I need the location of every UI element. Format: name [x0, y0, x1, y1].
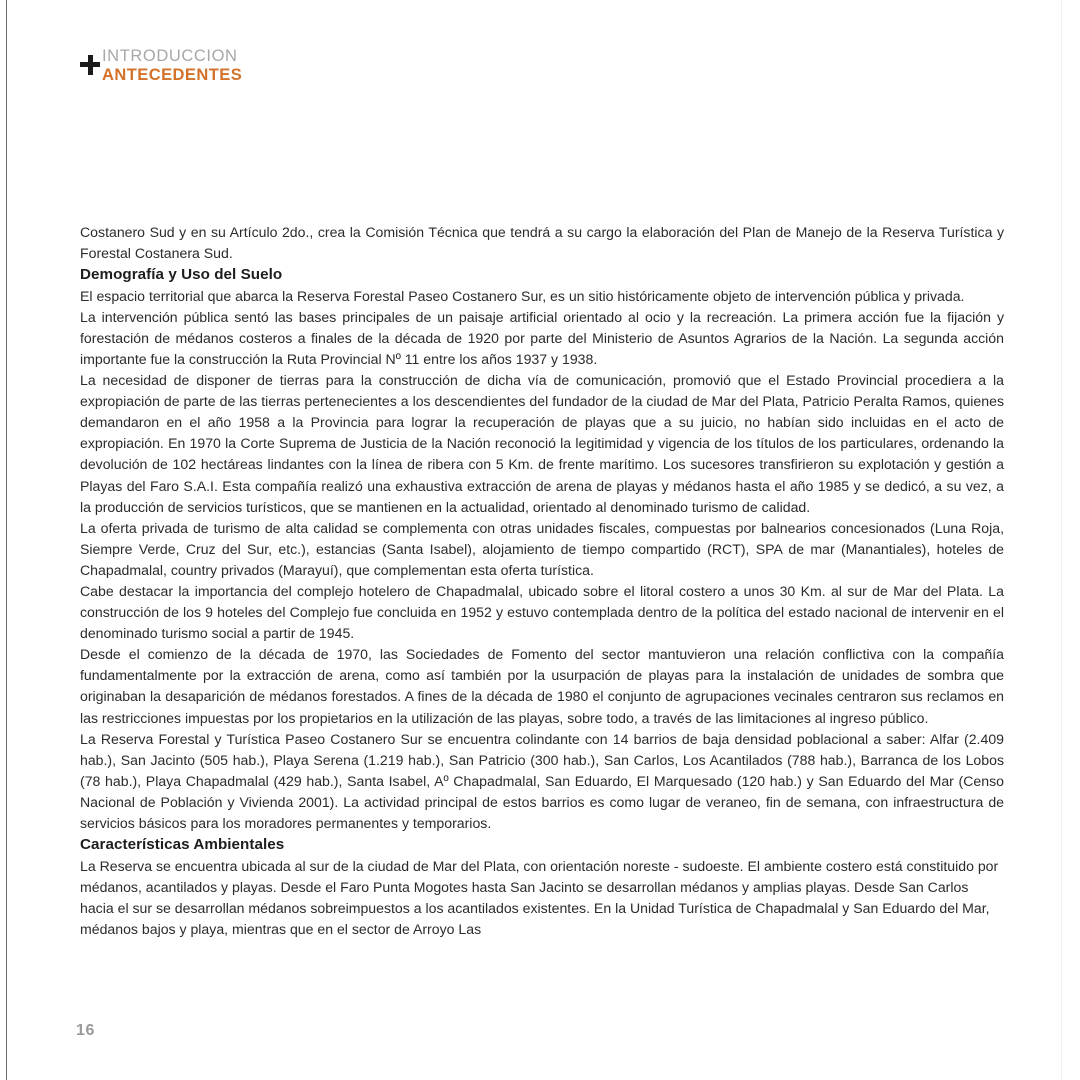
section-subheading: Características Ambientales	[80, 836, 285, 854]
body-paragraph: Costanero Sud y en su Artículo 2do., crea la Comisión Técnica que tendrá a su cargo la elaboración del Plan de Manejo de la Reserva Turística y Forestal Costanera Sud.	[80, 224, 1004, 262]
page-left-rule	[6, 0, 7, 1080]
body-paragraph: Desde el comienzo de la década de 1970, las Sociedades de Fomento del sector mantuvieron una relación conflictiva con la compañía fundamentalmente por la extracción de arena, como así también por la usurpación de playas para la instalación de unidades de sombra que originaban la desaparición de médanos forestados. A fines de la década de 1980 el conjunto de agrupaciones vecinales centraron sus reclamos en las restricciones impuestas por los propietarios en la utilización de las playas, sobre todo, a través de las limitaciones al ingreso público.	[80, 646, 1004, 726]
running-head-section-label: INTRODUCCION	[102, 47, 238, 65]
plus-icon	[80, 55, 100, 75]
body-paragraph: La intervención pública sentó las bases principales de un paisaje artificial orientado al ocio y la recreación. La primera acción fue la fijación y forestación de médanos costeros a finales de la década de 1920 por parte del Ministerio de Asuntos Agrarios de la Nación. La segunda acción importante fue la construcción la Ruta Provincial Nº 11 entre los años 1937 y 1938.	[80, 308, 1004, 367]
body-paragraph: La Reserva se encuentra ubicada al sur de la ciudad de Mar del Plata, con orientación noreste - sudoeste. El ambiente costero está constituido por médanos, acantilados y playas. Desde el Faro Punta Mogotes hasta San Jacinto se desarrollan médanos y amplias playas. Desde San Carlos hacia el sur se desarrollan médanos sobreimpuestos a los acantilados existentes. En la Unidad Turística de Chapadmalal y San Eduardo del Mar, médanos bajos y playa, mientras que en el sector de Arroyo Las	[80, 857, 999, 937]
running-head-subsection-label: ANTECEDENTES	[102, 65, 243, 84]
body-paragraph: El espacio territorial que abarca la Reserva Forestal Paseo Costanero Sur, es un sitio históricamente objeto de intervención pública y privada.	[80, 287, 965, 304]
section-subheading: Demografía y Uso del Suelo	[80, 266, 283, 284]
body-paragraph: La Reserva Forestal y Turística Paseo Costanero Sur se encuentra colindante con 14 barrios de baja densidad poblacional a saber: Alfar (2.409 hab.), San Jacinto (505 hab.), Playa Serena (1.219 hab.), San Patricio (300 hab.), San Carlos, Los Acantilados (788 hab.), Barranca de los Lobos (78 hab.), Playa Chapadmalal (429 hab.), Santa Isabel, Aº Chapadmalal, San Eduardo, El Marquesado (120 hab.) y San Eduardo del Mar (Censo Nacional de Población y Vivienda 2001). La actividad principal de estos barrios es como lugar de veraneo, fin de semana, con infraestructura de servicios básicos para los moradores permanentes y temporarios.	[80, 730, 1004, 832]
running-head-labels	[102, 48, 242, 84]
body-paragraph: La necesidad de disponer de tierras para la construcción de dicha vía de comunicación, promovió que el Estado Provincial procediera a la expropiación de parte de las tierras pertenecientes a los descendientes del fundador de la ciudad de Mar del Plata, Patricio Peralta Ramos, quienes demandaron en el año 1958 a la Provincia para lograr la recuperación de playas que a su juicio, no habían sido incluidas en el acto de expropiación. En 1970 la Corte Suprema de Justicia de la Nación reconoció la legitimidad y vigencia de los títulos de los particulares, ordenando la devolución de 102 hectáreas lindantes con la línea de ribera con 5 Km. de frente marítimo. Los sucesores transfirieron su explotación y gestión a Playas del Faro S.A.I. Esta compañía realizó una exhaustiva extracción de arena de playas y médanos hasta el año 1985 y se dedicó, a su vez, a la producción de servicios turísticos, que se mantienen en la actualidad, orientado al denominado turismo de calidad.	[80, 372, 1004, 515]
body-paragraph: La oferta privada de turismo de alta calidad se complementa con otras unidades fiscales, compuestas por balnearios concesionados (Luna Roja, Siempre Verde, Cruz del Sur, etc.), estancias (Santa Isabel), alojamiento de tiempo compartido (RCT), SPA de mar (Manantiales), hoteles de Chapadmalal, country privados (Marayuí), que complementan esta oferta turística.	[80, 519, 1004, 578]
body-paragraph: Cabe destacar la importancia del complejo hotelero de Chapadmalal, ubicado sobre el litoral costero a unos 30 Km. al sur de Mar del Plata. La construcción de los 9 hoteles del Complejo fue concluida en 1952 y estuvo contemplada dentro de la política del estado nacional de intervenir en el denominado turismo social a partir de 1945.	[80, 583, 1004, 642]
page-right-rule	[1061, 0, 1062, 1080]
page-number: 16	[76, 1022, 95, 1039]
running-head	[80, 48, 242, 84]
body-text	[80, 222, 1004, 940]
